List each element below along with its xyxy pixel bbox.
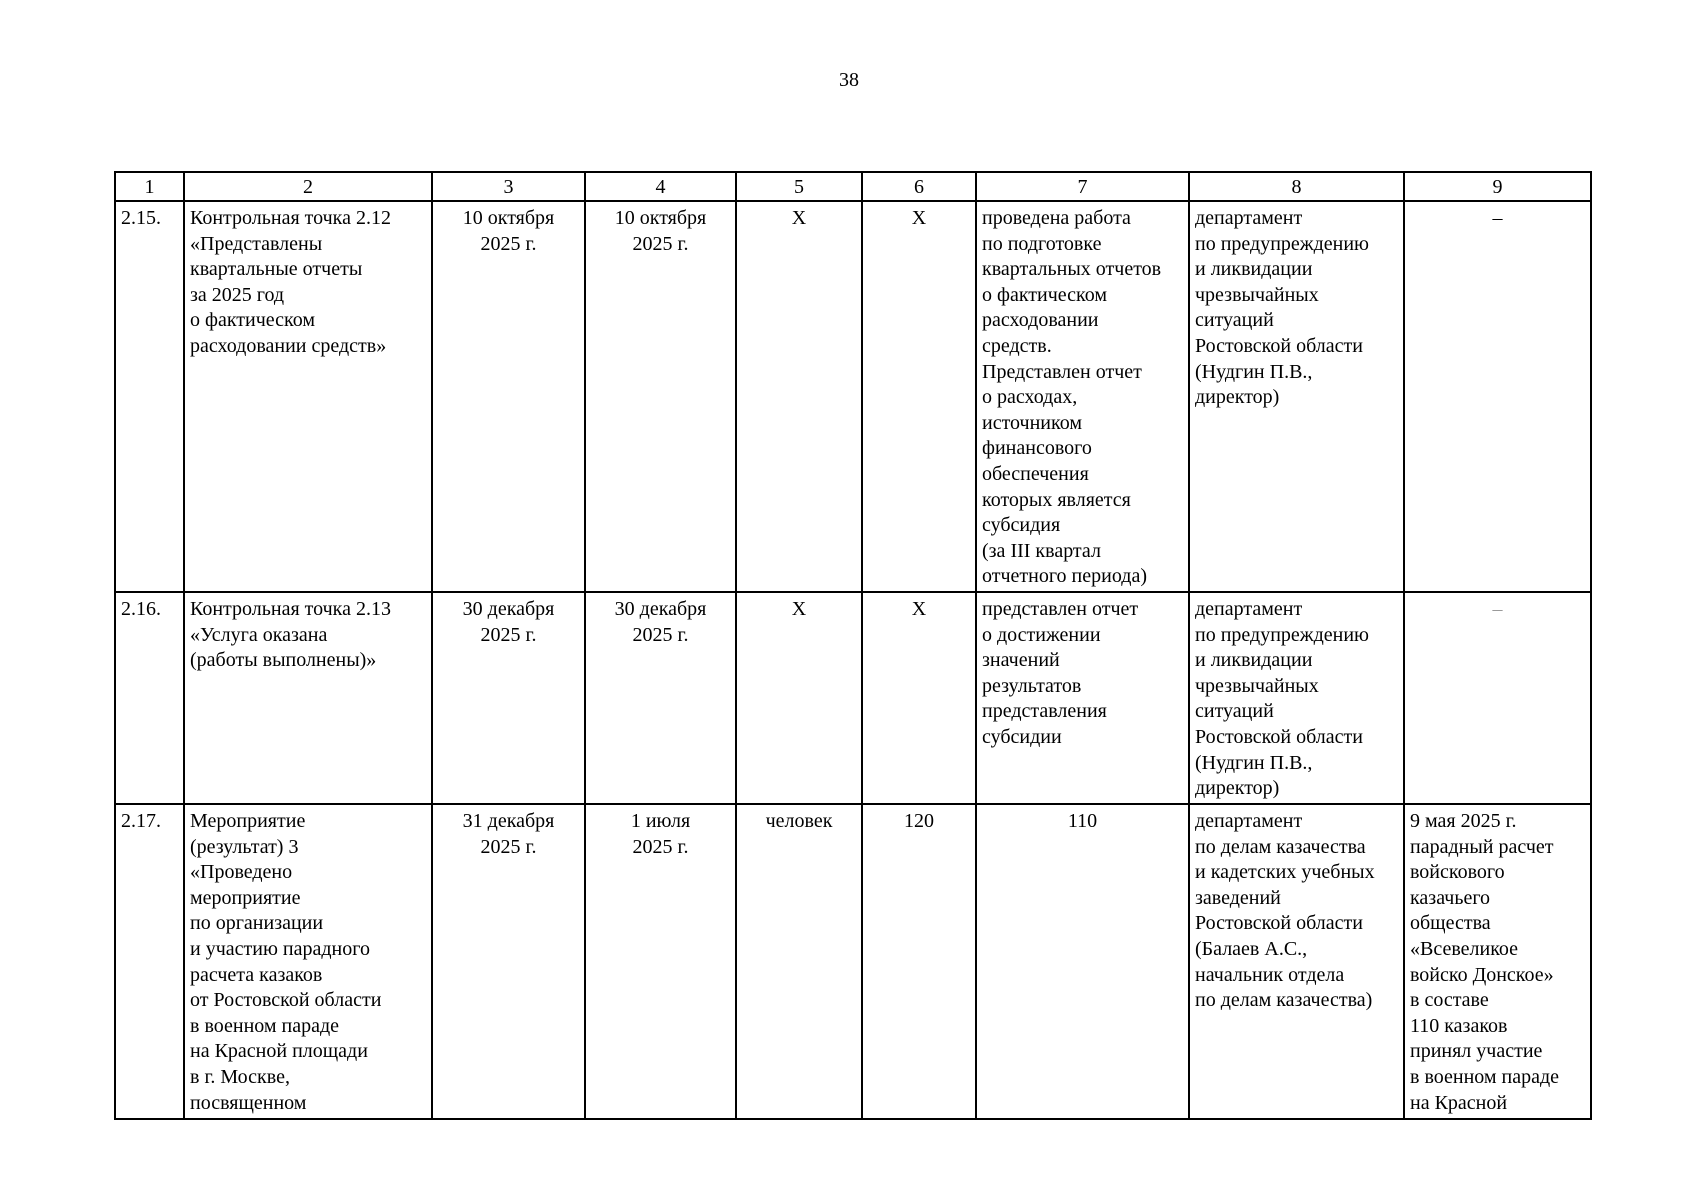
header-cell-3: 3 — [432, 172, 585, 201]
row-plan-value: 120 — [862, 804, 976, 1119]
row-name: Мероприятие (результат) 3 «Проведено мероприятие по организации и участию парадного расчета казаков от Ростовской области в военном параде на Красной площади в г. Москве, посвященном — [184, 804, 432, 1119]
row-comment: – — [1404, 201, 1591, 592]
header-cell-1: 1 — [115, 172, 184, 201]
row-plan-value: X — [862, 592, 976, 804]
row-name: Контрольная точка 2.13 «Услуга оказана (работы выполнены)» — [184, 592, 432, 804]
row-unit: X — [736, 592, 862, 804]
header-cell-8: 8 — [1189, 172, 1404, 201]
header-cell-9: 9 — [1404, 172, 1591, 201]
row-fact-date: 10 октября 2025 г. — [585, 201, 736, 592]
row-unit: X — [736, 201, 862, 592]
header-cell-4: 4 — [585, 172, 736, 201]
header-cell-6: 6 — [862, 172, 976, 201]
row-fact-value: проведена работа по подготовке квартальных отчетов о фактическом расходовании средств. Представлен отчет о расходах, источником финансового обеспечения которых является субсидия (за III квартал отчетного периода) — [976, 201, 1189, 592]
row-fact-date: 1 июля 2025 г. — [585, 804, 736, 1119]
row-comment: 9 мая 2025 г. парадный расчет войскового казачьего общества «Всевеликое войско Донское» в составе 110 казаков принял участие в военном параде на Красной — [1404, 804, 1591, 1119]
row-number: 2.17. — [115, 804, 184, 1119]
header-row — [115, 172, 1591, 201]
page-number: 38 — [839, 69, 859, 91]
row-number: 2.15. — [115, 201, 184, 592]
row-unit: человек — [736, 804, 862, 1119]
row-responsible: департамент по предупреждению и ликвидации чрезвычайных ситуаций Ростовской области (Нудгин П.В., директор) — [1189, 201, 1404, 592]
row-comment: – — [1404, 592, 1591, 804]
row-plan-date: 31 декабря 2025 г. — [432, 804, 585, 1119]
row-fact-date: 30 декабря 2025 г. — [585, 592, 736, 804]
table-row — [115, 201, 1591, 592]
header-cell-5: 5 — [736, 172, 862, 201]
table-row — [115, 804, 1591, 1119]
row-plan-value: X — [862, 201, 976, 592]
row-fact-value: 110 — [976, 804, 1189, 1119]
row-responsible: департамент по предупреждению и ликвидации чрезвычайных ситуаций Ростовской области (Нудгин П.В., директор) — [1189, 592, 1404, 804]
row-responsible: департамент по делам казачества и кадетских учебных заведений Ростовской области (Балаев А.С., начальник отдела по делам казачества) — [1189, 804, 1404, 1119]
table-row — [115, 592, 1591, 804]
row-plan-date: 30 декабря 2025 г. — [432, 592, 585, 804]
row-fact-value: представлен отчет о достижении значений результатов представления субсидии — [976, 592, 1189, 804]
header-cell-7: 7 — [976, 172, 1189, 201]
row-name: Контрольная точка 2.12 «Представлены квартальные отчеты за 2025 год о фактическом расходовании средств» — [184, 201, 432, 592]
row-number: 2.16. — [115, 592, 184, 804]
header-cell-2: 2 — [184, 172, 432, 201]
row-plan-date: 10 октября 2025 г. — [432, 201, 585, 592]
report-table — [114, 171, 1592, 1120]
